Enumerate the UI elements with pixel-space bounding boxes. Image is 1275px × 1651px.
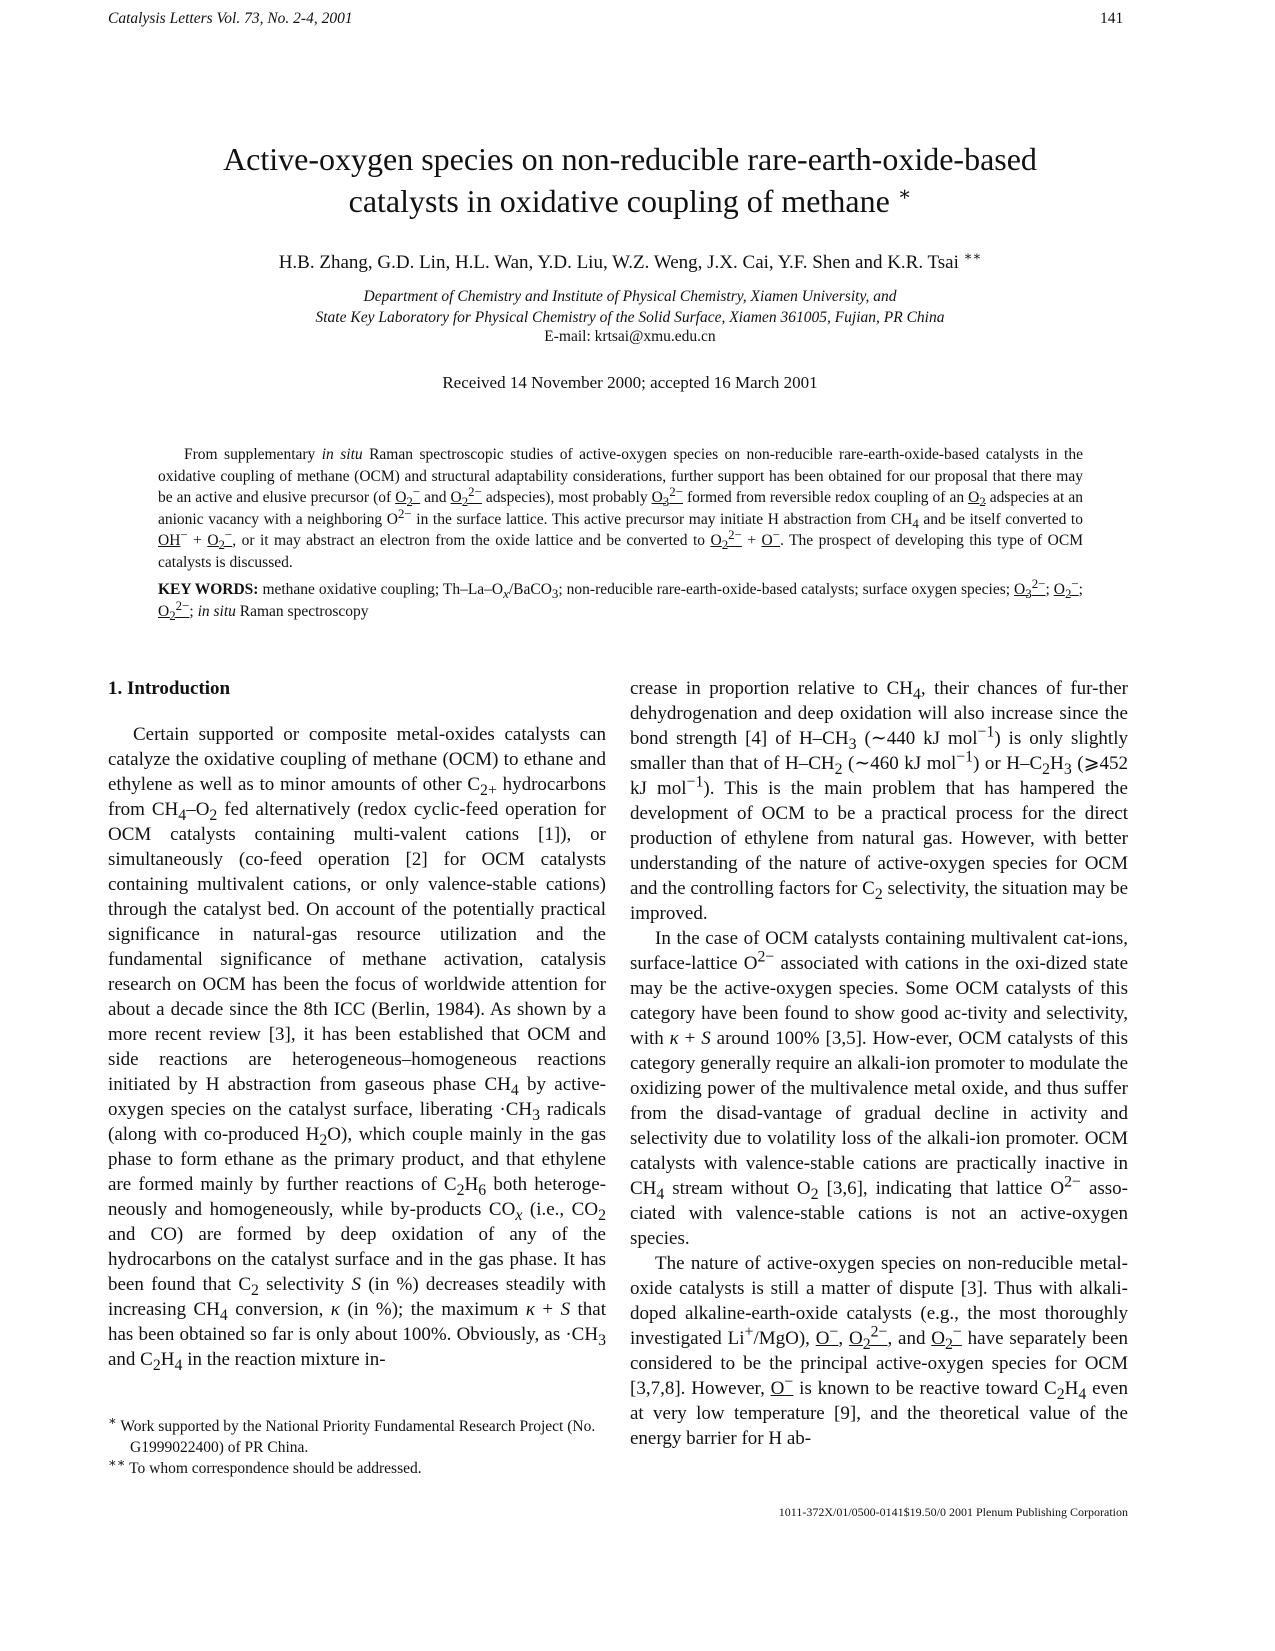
species-o2: $O_2$ — [968, 489, 986, 510]
paper-title — [130, 138, 1130, 222]
species-o3-2minus: $O_3^{2-}$ — [651, 483, 683, 510]
affiliation-line-2: State Key Laboratory for Physical Chemistry of the Solid Surface, Xiamen 361005, Fujian, PR China — [315, 309, 945, 326]
species-oh-minus: OH — [158, 532, 181, 549]
section-heading: 1. Introduction — [108, 678, 231, 699]
intro-paragraph-1: Certain supported or composite metal-oxides catalysts can catalyze the oxidative coupling of methane (OCM) to ethane and ethylene as well as to minor amounts of other $C_{2+}$ hydrocarbons from $CH_4-O_2$ fed alternatively (redox cyclic-feed operation for OCM catalysts containing multi-valent cations [1]), or simultaneously (co-feed operation [2] for OCM catalysts containing multivalent cations, or only valence-stable cations) through the catalyst bed. On account of the potentially practical significance in natural-gas resource utilization and the fundamental significance of methane activation, catalysis research on OCM has been the focus of worldwide attention for about a decade since the 8th ICC (Berlin, 1984). As shown by a more recent review [3], it has been established that OCM and side reactions are heterogeneous–homogeneous reactions initiated by H abstraction from gaseous phase $CH_4$ by active-oxygen species on the catalyst surface, liberating $\cdot CH_3$ radicals (along with co-produced $H_2O$), which couple mainly in the gas phase to form ethane as the primary product, and that ethylene are formed mainly by further reactions of $C_2H_6$ both heteroge-neously and homogeneously, while by-products $CO_x$ (i.e., $CO_2$ and CO) are formed by deep oxidation of any of the hydrocarbons on the catalyst surface and in the gas phase. It has been found that $C_2$ selectivity S (in %) decreases steadily with increasing $CH_4$ conversion, κ (in %); the maximum κ + S that has been obtained so far is only about 100%. Obviously, as $\cdot CH_3$ and $C_2H_4$ in the reaction mixture in- — [108, 724, 607, 1374]
footnotes — [108, 1412, 606, 1479]
author-footnote-mark: ∗∗ — [963, 248, 982, 264]
title-line-1: Active-oxygen species on non-reducible rare-earth-oxide-based — [223, 141, 1037, 177]
footnote-2: ∗∗ To whom correspondence should be addressed. — [108, 1454, 422, 1477]
keywords: KEY WORDS: methane oxidative coupling; $Th-La-O_x/BaCO_3$; non-reducible rare-earth-oxide-based catalysts; surface oxygen species; $O_3^{2-}$; $O_2^-$; $O_2^{2-}$; in situ Raman spectroscopy — [158, 575, 1083, 623]
copyright-line: 1011-372X/01/0500-0141$19.50/0 2001 Plenum Publishing Corporation — [778, 1505, 1128, 1519]
keywords-label: KEY WORDS: — [158, 581, 259, 598]
intro-paragraph-2: In the case of OCM catalysts containing multivalent cat-ions, surface-lattice $O^{2-}$ associated with cations in the oxi-dized state may be the active-oxygen species. Some OCM catalysts of this category have been found to show good ac-tivity and selectivity, with κ + S around 100% [3,5]. How-ever, OCM catalysts of this category generally require an alkali-ion promoter to modulate the oxidizing power of the multivalence metal oxide, and thus suffer from the disad-vantage of gradual decline in activity and selectivity due to volatility loss of the alkali-ion promoter. OCM catalysts with valence-stable cations are practically inactive in $CH_4$ stream without $O_2$ [3,6], indicating that lattice $O^{2-}$ asso-ciated with valence-stable cations is not an active-oxygen species. — [630, 928, 1129, 1249]
right-column — [630, 676, 1128, 1451]
affiliation — [130, 286, 1130, 328]
left-column — [108, 676, 606, 1372]
footnote-1: ∗ Work supported by the National Priority Fundamental Research Project (No. G1999022400) of PR China. — [108, 1412, 596, 1456]
species-o2-2minus: $O_2^{2-}$ — [450, 483, 482, 510]
received-date: Received 14 November 2000; accepted 16 March 2001 — [442, 373, 818, 392]
abstract: From supplementary in situ Raman spectroscopic studies of active-oxygen species on non-reducible rare-earth-oxide-based catalysts in the oxidative coupling of methane (OCM) and structural adaptability considerations, further support has been obtained for our proposal that there may be an active and elusive precursor (of $O_2^-$ and $O_2^{2-}$ adspecies), most probably $O_3^{2-}$ formed from reversible redox coupling of an $O_2$ adspecies at an anionic vacancy with a neighboring $O^{2-}$ in the surface lattice. This active precursor may initiate H abstraction from $CH_4$ and be itself converted to $OH^- + O_2^-$, or it may abstract an electron from the oxide lattice and be converted to $O_2^{2-} + O^-$. The prospect of developing this type of OCM catalysts is discussed. — [158, 446, 1083, 571]
title-footnote-mark: ∗ — [897, 183, 912, 206]
intro-paragraph-1-continued: crease in proportion relative to $CH_4$, their chances of fur-ther dehydrogenation and deep oxidation will also increase since the bond strength [4] of $H-CH_3$ (∼440 kJ mol$^{-1}$) is only slightly smaller than that of $H-CH_2$ (∼460 kJ mol$^{-1}$) or $H-C_2H_3$ (⩾452 kJ mol$^{-1}$). This is the main problem that has hampered the development of OCM to be a practical process for the direct production of ethylene from natural gas. However, with better understanding of the nature of active-oxygen species for OCM and the controlling factors for $C_2$ selectivity, the situation may be improved. — [630, 678, 1128, 924]
author-list — [130, 248, 1130, 274]
species-o2-minus: $O_2^-$ — [395, 483, 421, 510]
title-line-2: catalysts in oxidative coupling of methane — [348, 183, 890, 219]
affiliation-line-1: Department of Chemistry and Institute of Physical Chemistry, Xiamen University, and — [363, 288, 897, 305]
page-number: 141 — [1100, 10, 1124, 27]
author-names: H.B. Zhang, G.D. Lin, H.L. Wan, Y.D. Liu, W.Z. Weng, J.X. Cai, Y.F. Shen and K.R. Tsai — [278, 252, 959, 273]
journal-header: Catalysis Letters Vol. 73, No. 2-4, 2001 — [108, 10, 353, 27]
intro-paragraph-3: The nature of active-oxygen species on non-reducible metal-oxide catalysts is still a matter of dispute [3]. Thus with alkali-doped alkaline-earth-oxide catalysts (e.g., the most thoroughly investigated Li+/MgO), O−, $O_2^{2-}$, and $O_2^-$ have separately been considered to be the principal active-oxygen species for OCM [3,7,8]. However, O− is known to be reactive toward $C_2H_4$ even at very low temperature [9], and the theoretical value of the energy barrier for H ab- — [630, 1253, 1128, 1449]
email: E-mail: krtsai@xmu.edu.cn — [544, 328, 716, 345]
